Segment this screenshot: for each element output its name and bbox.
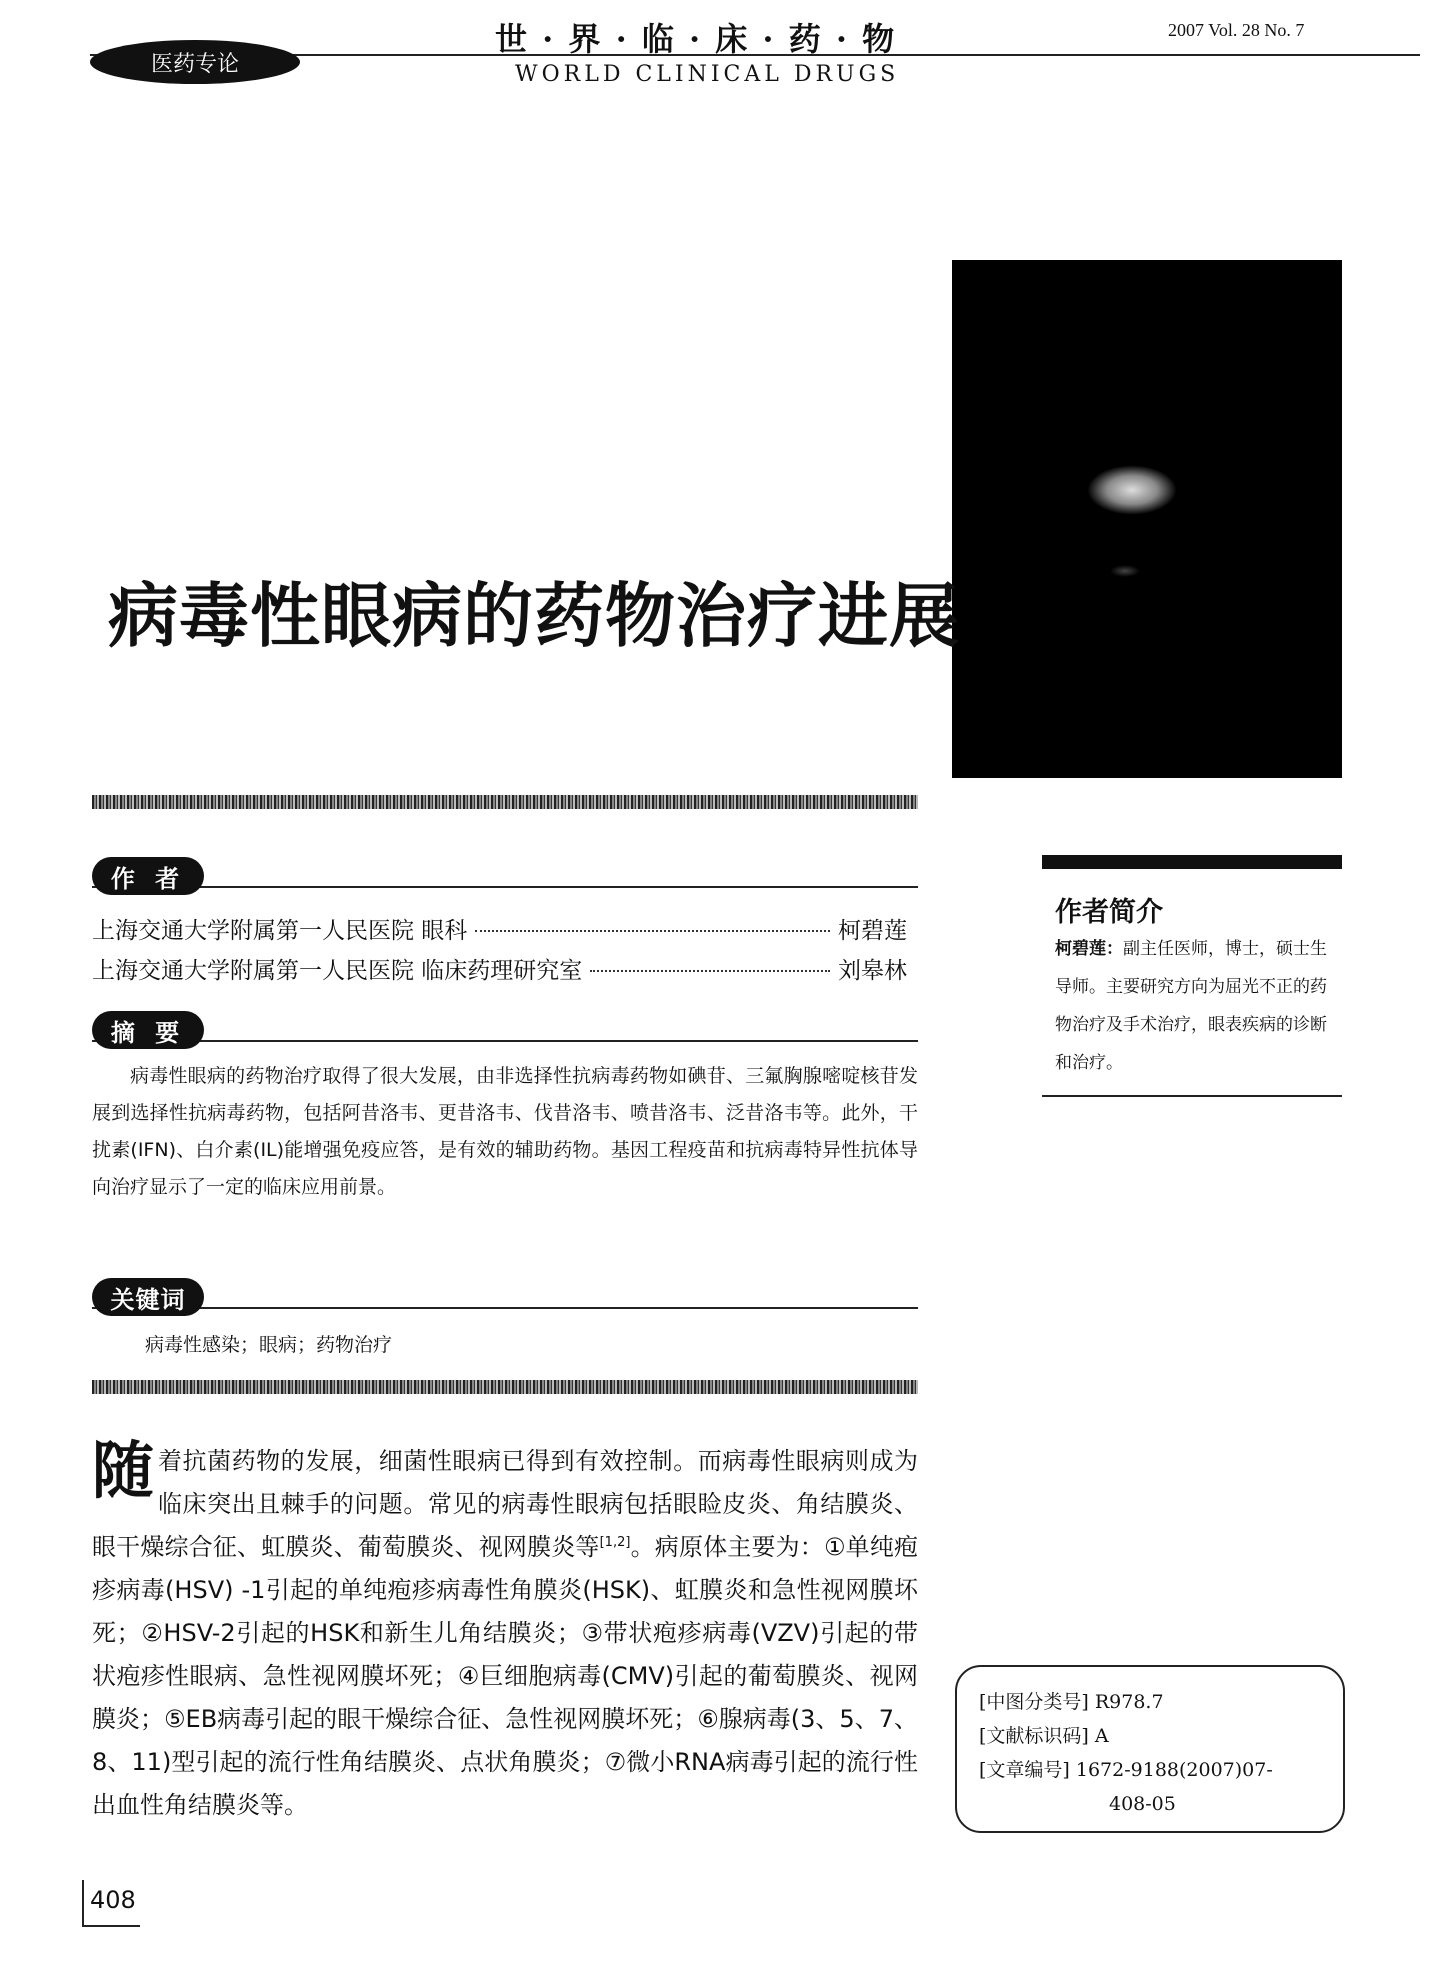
abstract-rule <box>92 1040 918 1042</box>
divider-texture-bottom <box>92 1380 918 1394</box>
page-underline <box>82 1925 140 1927</box>
leader-dots <box>590 970 830 972</box>
bio-text <box>1055 930 1340 1082</box>
author-name: 柯碧莲 <box>838 918 907 944</box>
journal-title-cn: 世 · 界 · 临 · 床 · 药 · 物 <box>495 20 897 58</box>
body-text-part1: 着抗菌药物的发展，细菌性眼病已得到有效控制。而病毒性眼病则成为临床突出且棘手的问题。常见的病毒性眼病包括眼睑皮炎、角结膜炎、眼干燥综合征、虹膜炎、葡萄膜炎、视网膜炎等 <box>92 1447 918 1561</box>
citation-ref: [1,2] <box>599 1535 631 1550</box>
issue-info: 2007 Vol. 28 No. 7 <box>1168 20 1305 40</box>
body-paragraph <box>92 1434 919 1827</box>
authors-label: 作 者 <box>92 857 204 895</box>
leader-dots <box>475 930 830 932</box>
section-tag: 医药专论 <box>90 40 300 84</box>
divider-texture-top <box>92 795 918 809</box>
clc-number: [中图分类号] R978.7 <box>979 1691 1164 1713</box>
photo-shadow <box>1110 565 1140 577</box>
article-number: [文章编号] 1672-9188(2007)07- <box>979 1759 1273 1781</box>
bio-author-name: 柯碧莲： <box>1055 939 1123 959</box>
dropcap: 随 <box>92 1434 155 1507</box>
abstract-text: 病毒性眼病的药物治疗取得了很大发展，由非选择性抗病毒药物如碘苷、三氟胸腺嘧啶核苷发展到选择性抗病毒药物，包括阿昔洛韦、更昔洛韦、伐昔洛韦、喷昔洛韦、泛昔洛韦等。此外，干扰素(IFN)、白介素(IL)能增强免疫应答，是有效的辅助药物。基因工程疫苗和抗病毒特异性抗体导向治疗显示了一定的临床应用前景。 <box>92 1065 918 1198</box>
authors-rule <box>92 886 918 888</box>
keywords-text: 病毒性感染；眼病；药物治疗 <box>145 1334 393 1356</box>
bio-bottom-rule <box>1042 1095 1342 1097</box>
bio-top-bar <box>1042 855 1342 869</box>
author-photo <box>952 260 1342 778</box>
author-entry <box>92 912 907 945</box>
author-entry <box>92 952 907 985</box>
keywords-rule <box>92 1307 918 1309</box>
journal-title-en: WORLD CLINICAL DRUGS <box>515 62 900 87</box>
document-code: [文献标识码] A <box>979 1725 1109 1747</box>
author-affiliation: 上海交通大学附属第一人民医院 眼科 <box>92 918 468 944</box>
classification-box <box>955 1665 1345 1833</box>
author-name: 刘皋林 <box>838 958 907 984</box>
body-text-part2: 。病原体主要为：①单纯疱疹病毒(HSV) -1引起的单纯疱疹病毒性角膜炎(HSK)、虹膜炎和急性视网膜坏死；②HSV-2引起的HSK和新生儿角结膜炎；③带状疱疹病毒(VZV)引起的带状疱疹性眼病、急性视网膜坏死；④巨细胞病毒(CMV)引起的葡萄膜炎、视网膜炎；⑤EB病毒引起的眼干燥综合征、急性视网膜坏死；⑥腺病毒(3、5、7、8、11)型引起的流行性角结膜炎、点状角膜炎；⑦微小RNA病毒引起的流行性出血性角结膜炎等。 <box>92 1533 919 1819</box>
keywords-label: 关键词 <box>92 1278 204 1316</box>
abstract-label: 摘 要 <box>92 1011 204 1049</box>
article-number-cont: 408-05 <box>1109 1793 1176 1815</box>
page-number: 408 <box>90 1886 136 1914</box>
bio-title: 作者简介 <box>1055 897 1163 928</box>
article-title: 病毒性眼病的药物治疗进展 <box>108 575 960 657</box>
page-mark <box>82 1880 84 1926</box>
bio-description: 副主任医师，博士，硕士生导师。主要研究方向为屈光不正的药物治疗及手术治疗，眼表疾病的诊断和治疗。 <box>1055 939 1327 1073</box>
author-affiliation: 上海交通大学附属第一人民医院 临床药理研究室 <box>92 958 583 984</box>
photo-face <box>1087 465 1177 515</box>
